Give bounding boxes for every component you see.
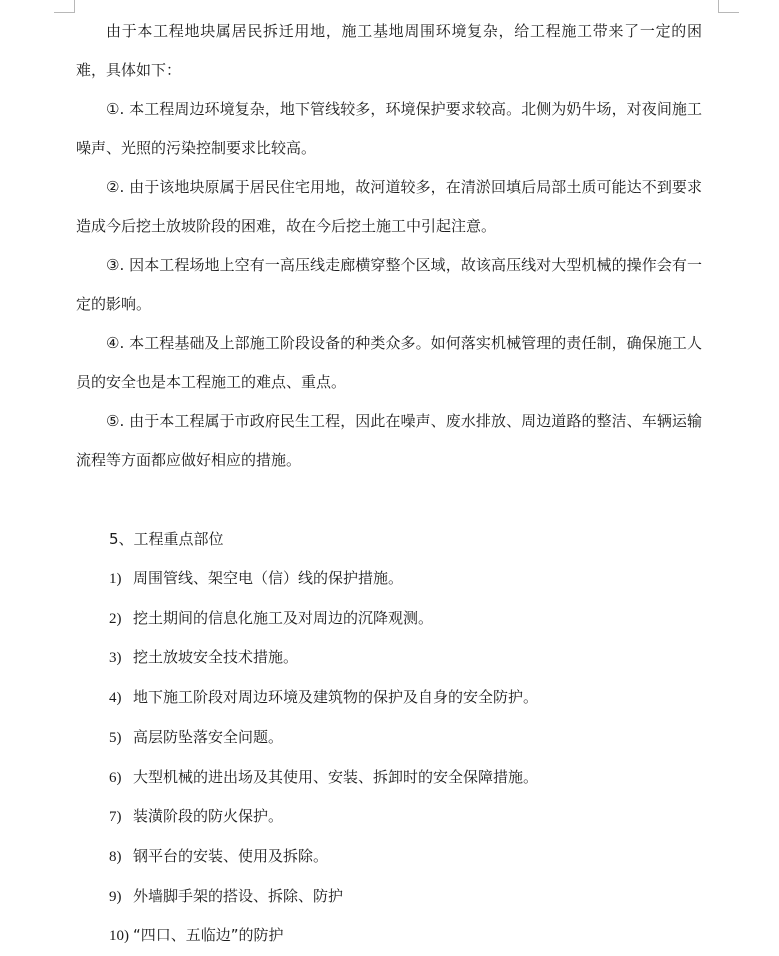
difficulty-paragraph-2: ②. 由于该地块原属于居民住宅用地，故河道较多，在清淤回填后局部土质可能达不到要求造成今后挖土放坡阶段的困难，故在今后挖土施工中引起注意。 [76,178,702,235]
difficulty-paragraph-4: ④. 本工程基础及上部施工阶段设备的种类众多。如何落实机械管理的责任制，确保施工人员的安全也是本工程施工的难点、重点。 [76,334,702,391]
key-parts-list [76,559,702,956]
page-corner-mark-right [718,0,739,13]
section-heading: 5、工程重点部位 [109,530,224,548]
list-item: 10) “四口、五临边”的防护 [109,926,284,945]
difficulty-paragraph-5: ⑤. 由于本工程属于市政府民生工程，因此在噪声、废水排放、周边道路的整洁、车辆运输流程等方面都应做好相应的措施。 [76,412,702,469]
list-item: 7) 装潢阶段的防火保护。 [109,807,284,826]
list-item: 5) 高层防坠落安全问题。 [109,727,284,746]
list-item: 6) 大型机械的进出场及其使用、安装、拆卸时的安全保障措施。 [109,767,539,786]
page-corner-mark-left [54,0,75,13]
intro-paragraph: 由于本工程地块属居民拆迁用地，施工基地周围环境复杂，给工程施工带来了一定的困难，具体如下： [76,22,702,79]
list-item: 4) 地下施工阶段对周边环境及建筑物的保护及自身的安全防护。 [109,688,539,707]
difficulty-paragraph-3: ③. 因本工程场地上空有一高压线走廊横穿整个区域，故该高压线对大型机械的操作会有一定的影响。 [76,256,702,313]
difficulty-paragraph-1: ①. 本工程周边环境复杂，地下管线较多，环境保护要求较高。北侧为奶牛场，对夜间施工噪声、光照的污染控制要求比较高。 [76,100,702,157]
list-item: 8) 钢平台的安装、使用及拆除。 [109,846,329,865]
list-item: 1) 周围管线、架空电（信）线的保护措施。 [109,569,404,587]
list-item: 3) 挖土放坡安全技术措施。 [109,648,299,667]
list-item: 2) 挖土期间的信息化施工及对周边的沉降观测。 [109,608,434,627]
list-item: 9) 外墙脚手架的搭设、拆除、防护 [109,886,344,905]
document-page [76,0,702,956]
